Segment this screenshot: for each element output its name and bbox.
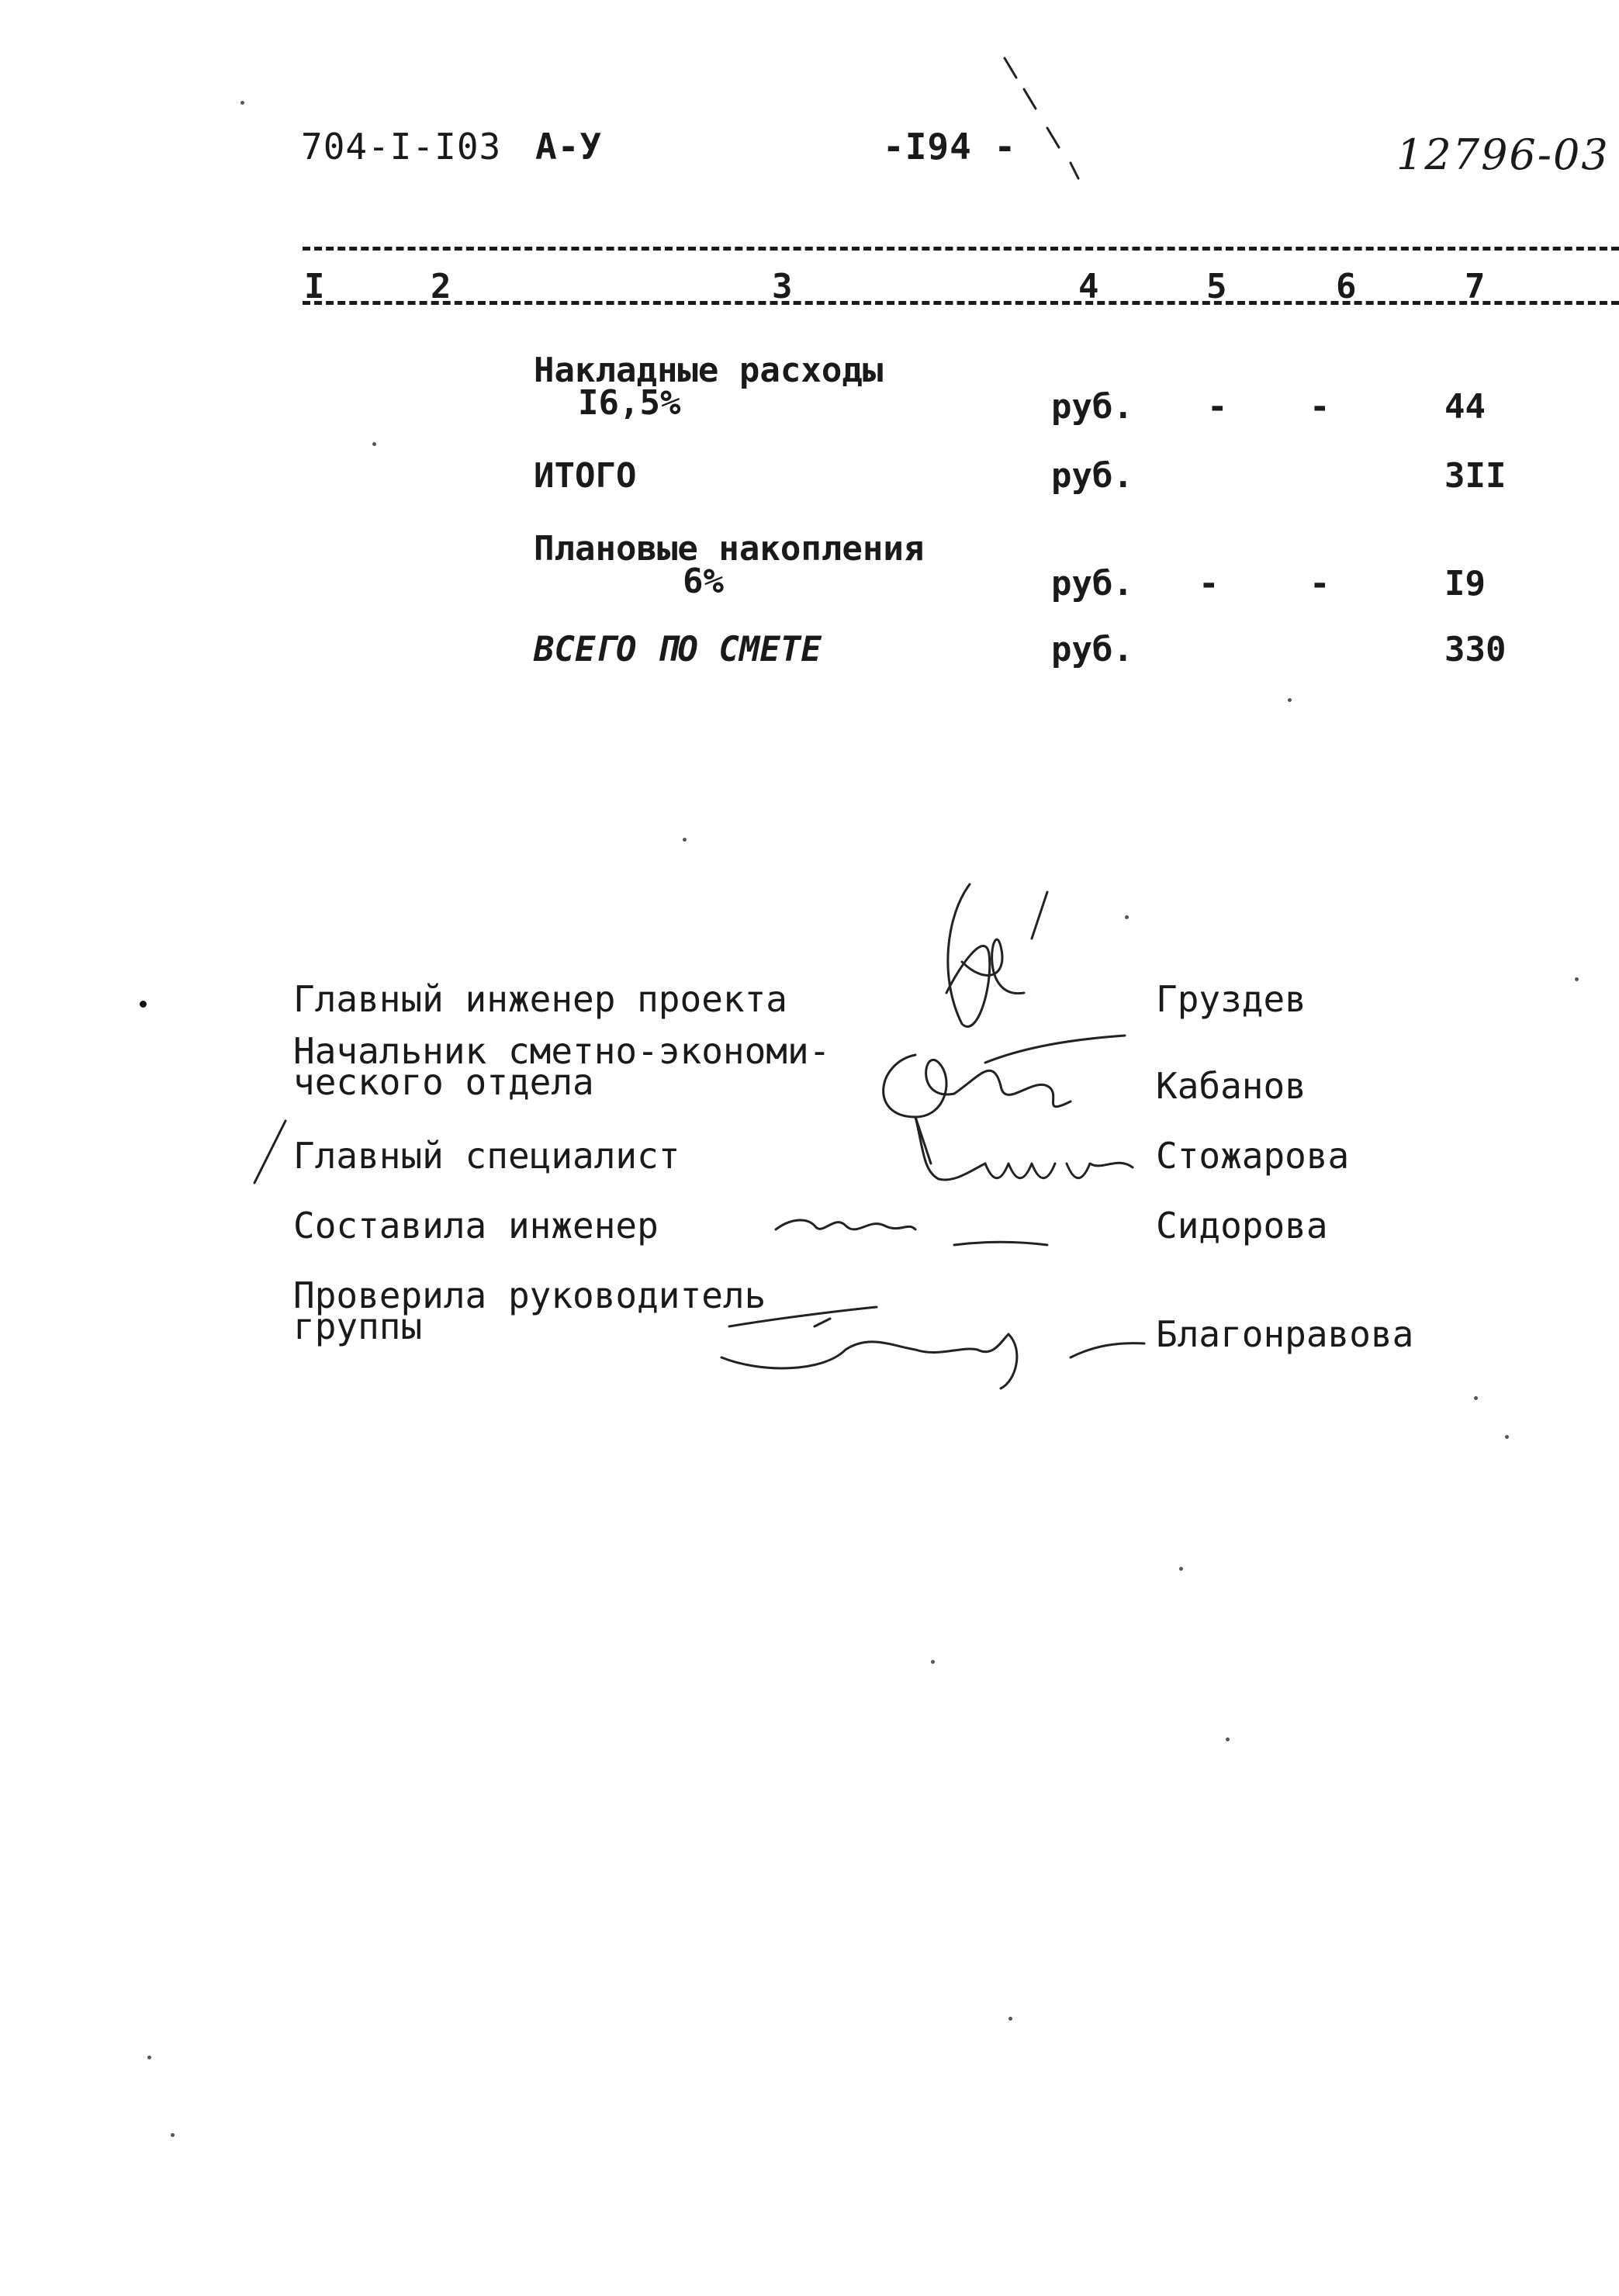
signature-name: Кабанов bbox=[1156, 1065, 1306, 1107]
scan-speck bbox=[171, 2133, 175, 2137]
row-unit: руб. bbox=[1051, 456, 1133, 496]
signature-mark-stozharova bbox=[908, 1109, 1140, 1195]
row-detail: 6% bbox=[683, 562, 724, 601]
scan-mark-top bbox=[1001, 54, 1140, 194]
scan-speck bbox=[1575, 977, 1579, 981]
signature-name: Груздев bbox=[1156, 978, 1306, 1020]
margin-slash-mark bbox=[247, 1117, 293, 1187]
row-value: I9 bbox=[1444, 564, 1486, 603]
signature-position: Главный специалист bbox=[293, 1135, 680, 1177]
scan-speck bbox=[240, 101, 244, 105]
column-number-2: 2 bbox=[431, 267, 451, 306]
scan-speck bbox=[140, 1001, 147, 1008]
row-unit: руб. bbox=[1051, 564, 1133, 603]
row-col6: - bbox=[1309, 564, 1330, 603]
scan-speck bbox=[1505, 1435, 1509, 1439]
scan-speck bbox=[147, 2056, 151, 2059]
row-col5: - bbox=[1199, 564, 1219, 603]
header-top-rule bbox=[303, 247, 1619, 251]
signature-name: Благонравова bbox=[1156, 1313, 1414, 1355]
page-number: -I94 - bbox=[883, 126, 1017, 168]
signature-mark-blagonravova bbox=[714, 1272, 1148, 1396]
document-code: 704-I-I03 bbox=[301, 126, 502, 168]
scan-speck bbox=[1226, 1738, 1230, 1741]
column-number-7: 7 bbox=[1465, 267, 1486, 306]
row-col6: - bbox=[1309, 387, 1330, 427]
row-name: ИТОГО bbox=[534, 456, 637, 496]
row-unit: руб. bbox=[1051, 387, 1133, 427]
signature-position: Составила инженер bbox=[293, 1205, 659, 1247]
header-bottom-rule bbox=[303, 301, 1619, 305]
scan-speck bbox=[1288, 698, 1292, 702]
scan-speck bbox=[1125, 915, 1129, 919]
column-number-4: 4 bbox=[1078, 267, 1099, 306]
signature-name: Стожарова bbox=[1156, 1135, 1350, 1177]
scan-speck bbox=[1008, 2017, 1012, 2021]
column-number-6: 6 bbox=[1336, 267, 1357, 306]
row-name: Накладные расходы bbox=[534, 351, 884, 390]
signature-mark-sidorova bbox=[760, 1195, 1071, 1257]
column-number-3: 3 bbox=[772, 267, 793, 306]
row-value: 330 bbox=[1444, 630, 1507, 669]
row-unit: руб. bbox=[1051, 630, 1133, 669]
column-number-1: I bbox=[304, 267, 325, 306]
scan-speck bbox=[372, 442, 376, 446]
scan-speck bbox=[931, 1660, 935, 1664]
row-value: 44 bbox=[1444, 387, 1486, 427]
scan-speck bbox=[1474, 1396, 1478, 1400]
signature-position: Главный инженер проекта bbox=[293, 978, 787, 1020]
signature-name: Сидорова bbox=[1156, 1205, 1328, 1247]
handwritten-number: 12796-03 bbox=[1396, 130, 1610, 179]
scan-speck bbox=[683, 838, 687, 842]
row-value: 3II bbox=[1444, 456, 1507, 496]
signature-position: Начальник сметно-экономи- ческого отдела bbox=[293, 1030, 831, 1103]
scan-speck bbox=[1179, 1567, 1183, 1571]
column-number-5: 5 bbox=[1206, 267, 1227, 306]
signature-mark-gruzdev bbox=[915, 869, 1071, 1039]
row-name: ВСЕГО ПО СМЕТЕ bbox=[534, 630, 822, 669]
row-name: Плановые накопления bbox=[534, 529, 925, 569]
row-detail: I6,5% bbox=[578, 383, 681, 423]
row-col5: - bbox=[1207, 387, 1228, 427]
document-series: А-У bbox=[535, 126, 603, 168]
signature-position: Проверила руководитель группы bbox=[293, 1274, 766, 1347]
